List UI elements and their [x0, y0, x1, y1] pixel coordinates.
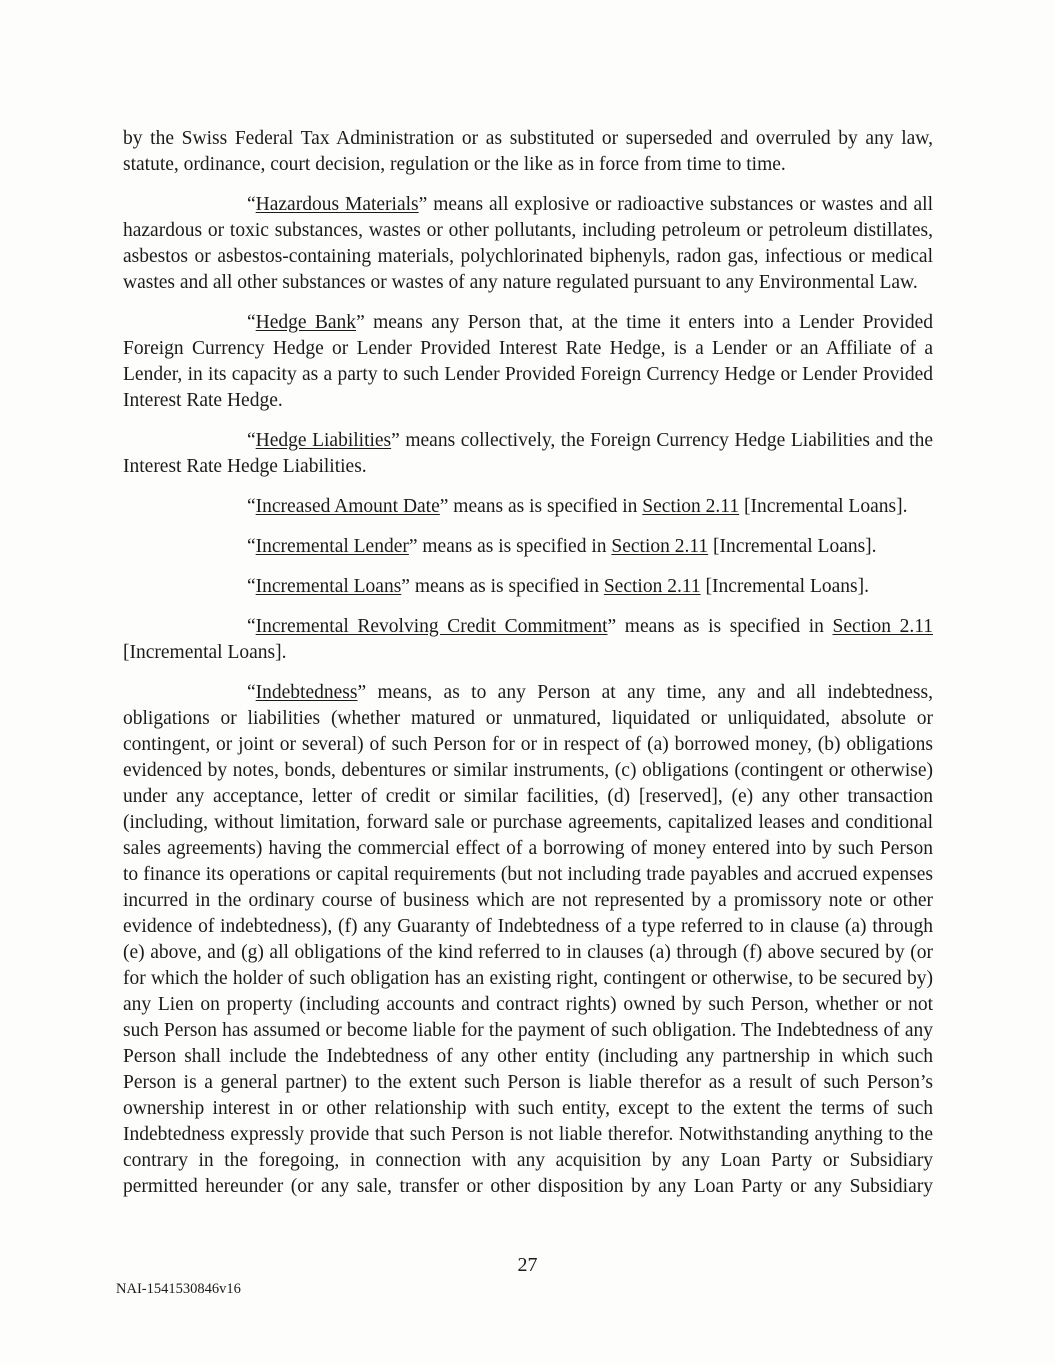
section-reference: Section 2.11: [611, 536, 709, 557]
text-run: ” means all explosive or radioactive substances or wastes and all hazardous or toxic substances, wastes or other pollutants, including petroleum or petroleum distillates, asbestos or asbestos-containing materials, polychlorinated biphenyls, radon gas, infectious or medical wastes and all other substances or wastes of any nature regulated pursuant to any Environmental Law.: [123, 194, 933, 293]
text-run: “: [247, 536, 256, 557]
text-run: [Incremental Loans].: [708, 536, 877, 557]
paragraph: [123, 534, 933, 560]
text-run: “: [247, 616, 256, 637]
paragraph: [123, 614, 933, 666]
page-number: 27: [517, 1254, 538, 1276]
defined-term: Indebtedness: [255, 682, 358, 703]
text-run: “: [247, 312, 256, 333]
section-reference: Section 2.11: [642, 496, 740, 517]
text-run: “: [247, 194, 256, 215]
paragraph: [123, 192, 933, 296]
document-id-footer: NAI-1541530846v16: [116, 1281, 241, 1297]
section-reference: Section 2.11: [832, 616, 933, 637]
defined-term: Incremental Lender: [255, 536, 409, 557]
paragraph: [123, 574, 933, 600]
paragraph: [123, 126, 933, 178]
text-run: ” means as is specified in: [401, 576, 604, 597]
defined-term: Hazardous Materials: [255, 194, 419, 215]
text-run: [Incremental Loans].: [123, 642, 287, 663]
text-run: [Incremental Loans].: [700, 576, 869, 597]
text-run: by the Swiss Federal Tax Administration or as substituted or superseded and overruled by any law, statute, ordinance, court decision, regulation or the like as in force from time to time.: [123, 128, 933, 175]
text-run: ” means as is specified in: [408, 536, 612, 557]
text-run: “: [247, 430, 256, 451]
paragraph: [123, 310, 933, 414]
text-run: ” means collectively, the Foreign Currency Hedge Liabilities and the Interest Rate Hedge Liabilities.: [123, 430, 933, 477]
defined-term: Hedge Liabilities: [255, 430, 392, 451]
text-run: ” means as is specified in: [439, 496, 643, 517]
text-run: “: [247, 682, 256, 703]
defined-term: Hedge Bank: [255, 312, 357, 333]
defined-term: Incremental Loans: [255, 576, 402, 597]
text-run: [Incremental Loans].: [739, 496, 908, 517]
text-run: “: [247, 576, 256, 597]
text-run: “: [247, 496, 256, 517]
document-body: [123, 126, 933, 1214]
section-reference: Section 2.11: [603, 576, 701, 597]
text-run: ” means as is specified in: [607, 616, 833, 637]
text-run: ” means any Person that, at the time it enters into a Lender Provided Foreign Currency Hedge or Lender Provided Interest Rate Hedge, is a Lender or an Affiliate of a Lender, in its capacity as a party to such Lender Provided Foreign Currency Hedge or Lender Provided Interest Rate Hedge.: [123, 312, 933, 411]
text-run: ” means, as to any Person at any time, any and all indebtedness, obligations or liabilities (whether matured or unmatured, liquidated or unliquidated, absolute or contingent, or joint or several) of such Person for or in respect of (a) borrowed money, (b) obligations evidenced by notes, bonds, debentures or similar instruments, (c) obligations (contingent or otherwise) under any acceptance, letter of credit or similar facilities, (d) [reserved], (e) any other transaction (including, without limitation, forward sale or purchase agreements, capitalized leases and conditional sales agreements) having the commercial effect of a borrowing of money entered into by such Person to finance its operations or capital requirements (but not including trade payables and accrued expenses incurred in the ordinary course of business which are not represented by a promissory note or other evidence of indebtedness), (f) any Guaranty of Indebtedness of a type referred to in clause (a) through (e) above, and (g) all obligations of the kind referred to in clauses (a) through (f) above secured by (or for which the holder of such obligation has an existing right, contingent or otherwise, to be secured by) any Lien on property (including accounts and contract rights) owned by such Person, whether or not such Person has assumed or become liable for the payment of such obligation. The Indebtedness of any Person shall include the Indebtedness of any other entity (including any partnership in which such Person is a general partner) to the extent such Person is liable therefor as a result of such Person’s ownership interest in or other relationship with such entity, except to the extent the terms of such Indebtedness expressly provide that such Person is not liable therefor. Notwithstanding anything to the contrary in the foregoing, in connection with any acquisition by any Loan Party or Subsidiary permitted hereunder (or any sale, transfer or other disposition by any Loan Party or any Subsidiary: [123, 682, 933, 1197]
paragraph: [123, 680, 933, 1200]
defined-term: Incremental Revolving Credit Commitment: [255, 616, 608, 637]
paragraph: [123, 428, 933, 480]
defined-term: Increased Amount Date: [255, 496, 440, 517]
paragraph: [123, 494, 933, 520]
